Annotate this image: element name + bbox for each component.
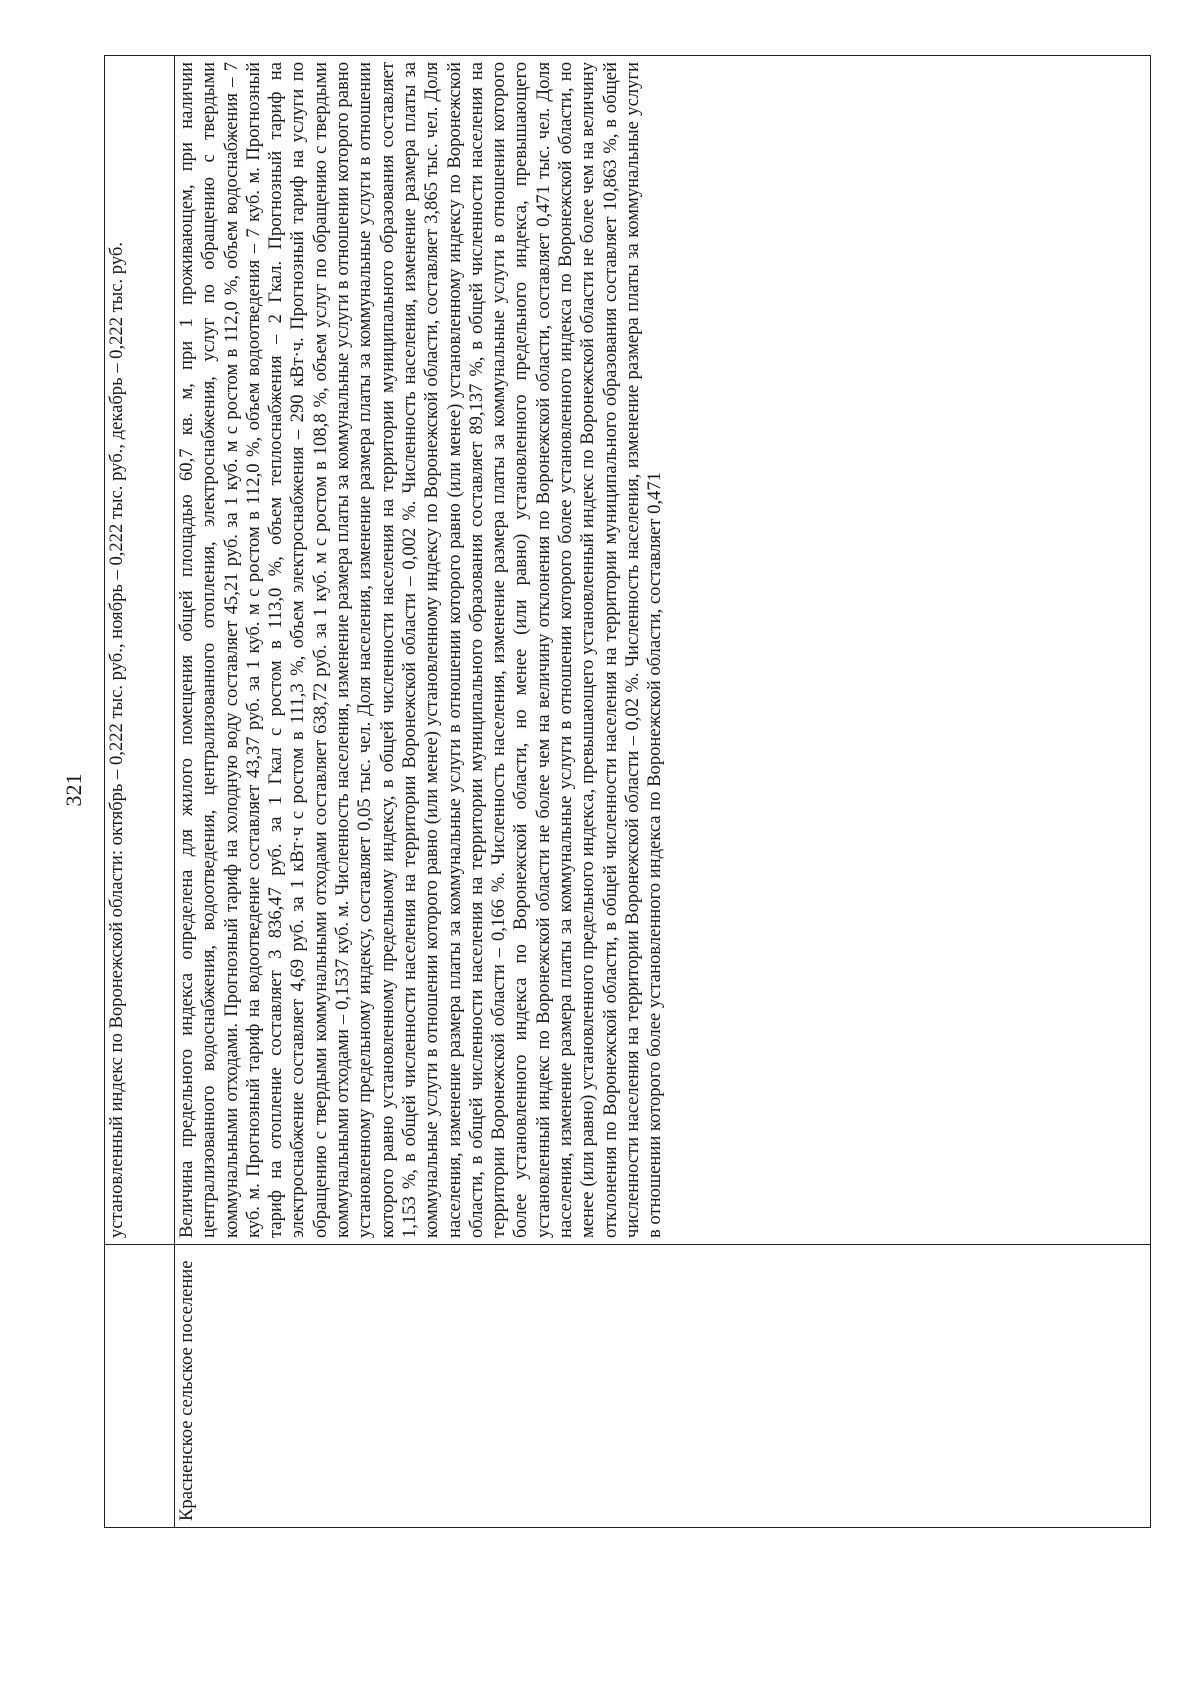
continuation-text: установленный индекс по Воронежской области: октябрь – 0,222 тыс. руб., ноябрь – 0,222 тыс. руб., декабрь – 0,222 тыс. руб.: [106, 241, 127, 1238]
cell-municipality-continuation: [105, 1245, 175, 1528]
cell-tariff-description: [175, 56, 1151, 1245]
table-row-krasnenskoe: [175, 56, 1151, 1528]
cell-text-continuation: [105, 56, 175, 1245]
table-row-continuation: [105, 56, 175, 1528]
cell-municipality-name: Красненское сельское поселение: [175, 1245, 1151, 1528]
tariff-table: [104, 55, 1151, 1528]
rotated-table-container: [104, 62, 1156, 1528]
page-number: 321: [61, 773, 86, 807]
tariff-description-text: Величина предельного индекса определена для жилого помещения общей площадью 60,7 кв. м, при 1 проживающем, при наличии централизованного водоснабжения, водоотведения, централизованного отопления, электроснабжения, услуг по обращению с твердыми коммунальными отходами. Прогнозный тариф на холодную воду составляет 45,21 руб. за 1 куб. м с ростом в 112,0 %, объем водоснабжения – 7 куб. м. Прогнозный тариф на водоотведение составляет 43,37 руб. за 1 куб. м с ростом в 112,0 %, объем водоотведения – 7 куб. м. Прогнозный тариф на отопление составляет 3 836,47 руб. за 1 Гкал с ростом в 113,0 %, объем теплоснабжения – 2 Гкал. Прогнозный тариф на электроснабжение составляет 4,69 руб. за 1 кВт·ч с ростом в 111,3 %, объем электроснабжения – 290 кВт·ч. Прогнозный тариф на услуги по обращению с твердыми коммунальными отходами составляет 638,72 руб. за 1 куб. м с ростом в 108,8 %, объем услуг по обращению с твердыми коммунальными отходами – 0,1537 куб. м. Численность населения, изменение размера платы за коммунальные услуги в отношении которого равно установленному предельному индексу, составляет 0,05 тыс. чел. Доля населения, изменение размера платы за коммунальные услуги в отношении которого равно установленному предельному индексу, в общей численности населения на территории муниципального образования составляет 1,153 %, в общей численности населения на территории Воронежской области – 0,002 %. Численность населения, изменение размера платы за коммунальные услуги в отношении которого равно (или менее) установленному индексу по Воронежской области, составляет 3,865 тыс. чел. Доля населения, изменение размера платы за коммунальные услуги в отношении которого равно (или менее) установленному индексу по Воронежской области, в общей численности населения на территории муниципального образования составляет 89,137 %, в общей численности населения на территории Воронежской области – 0,166 %. Численность населения, изменение размера платы за коммунальные услуги в отношении которого более установленного индекса по Воронежской области, но менее (или равно) установленного предельного индекса, превышающего установленный индекс по Воронежской области не более чем на величину отклонения по Воронежской области, составляет 0,471 тыс. чел. Доля населения, изменение размера платы за коммунальные услуги в отношении которого более установленного индекса по Воронежской области, но менее (или равно) установленного предельного индекса, превышающего установленный индекс по Воронежской области не более чем на величину отклонения по Воронежской области, в общей численности населения на территории муниципального образования составляет 10,863 %, в общей численности населения на территории Воронежской области – 0,02 %. Численность населения, изменение размера платы за коммунальные услуги в отношении которого более установленного индекса по Воронежской области, составляет 0,471: [176, 62, 666, 1238]
